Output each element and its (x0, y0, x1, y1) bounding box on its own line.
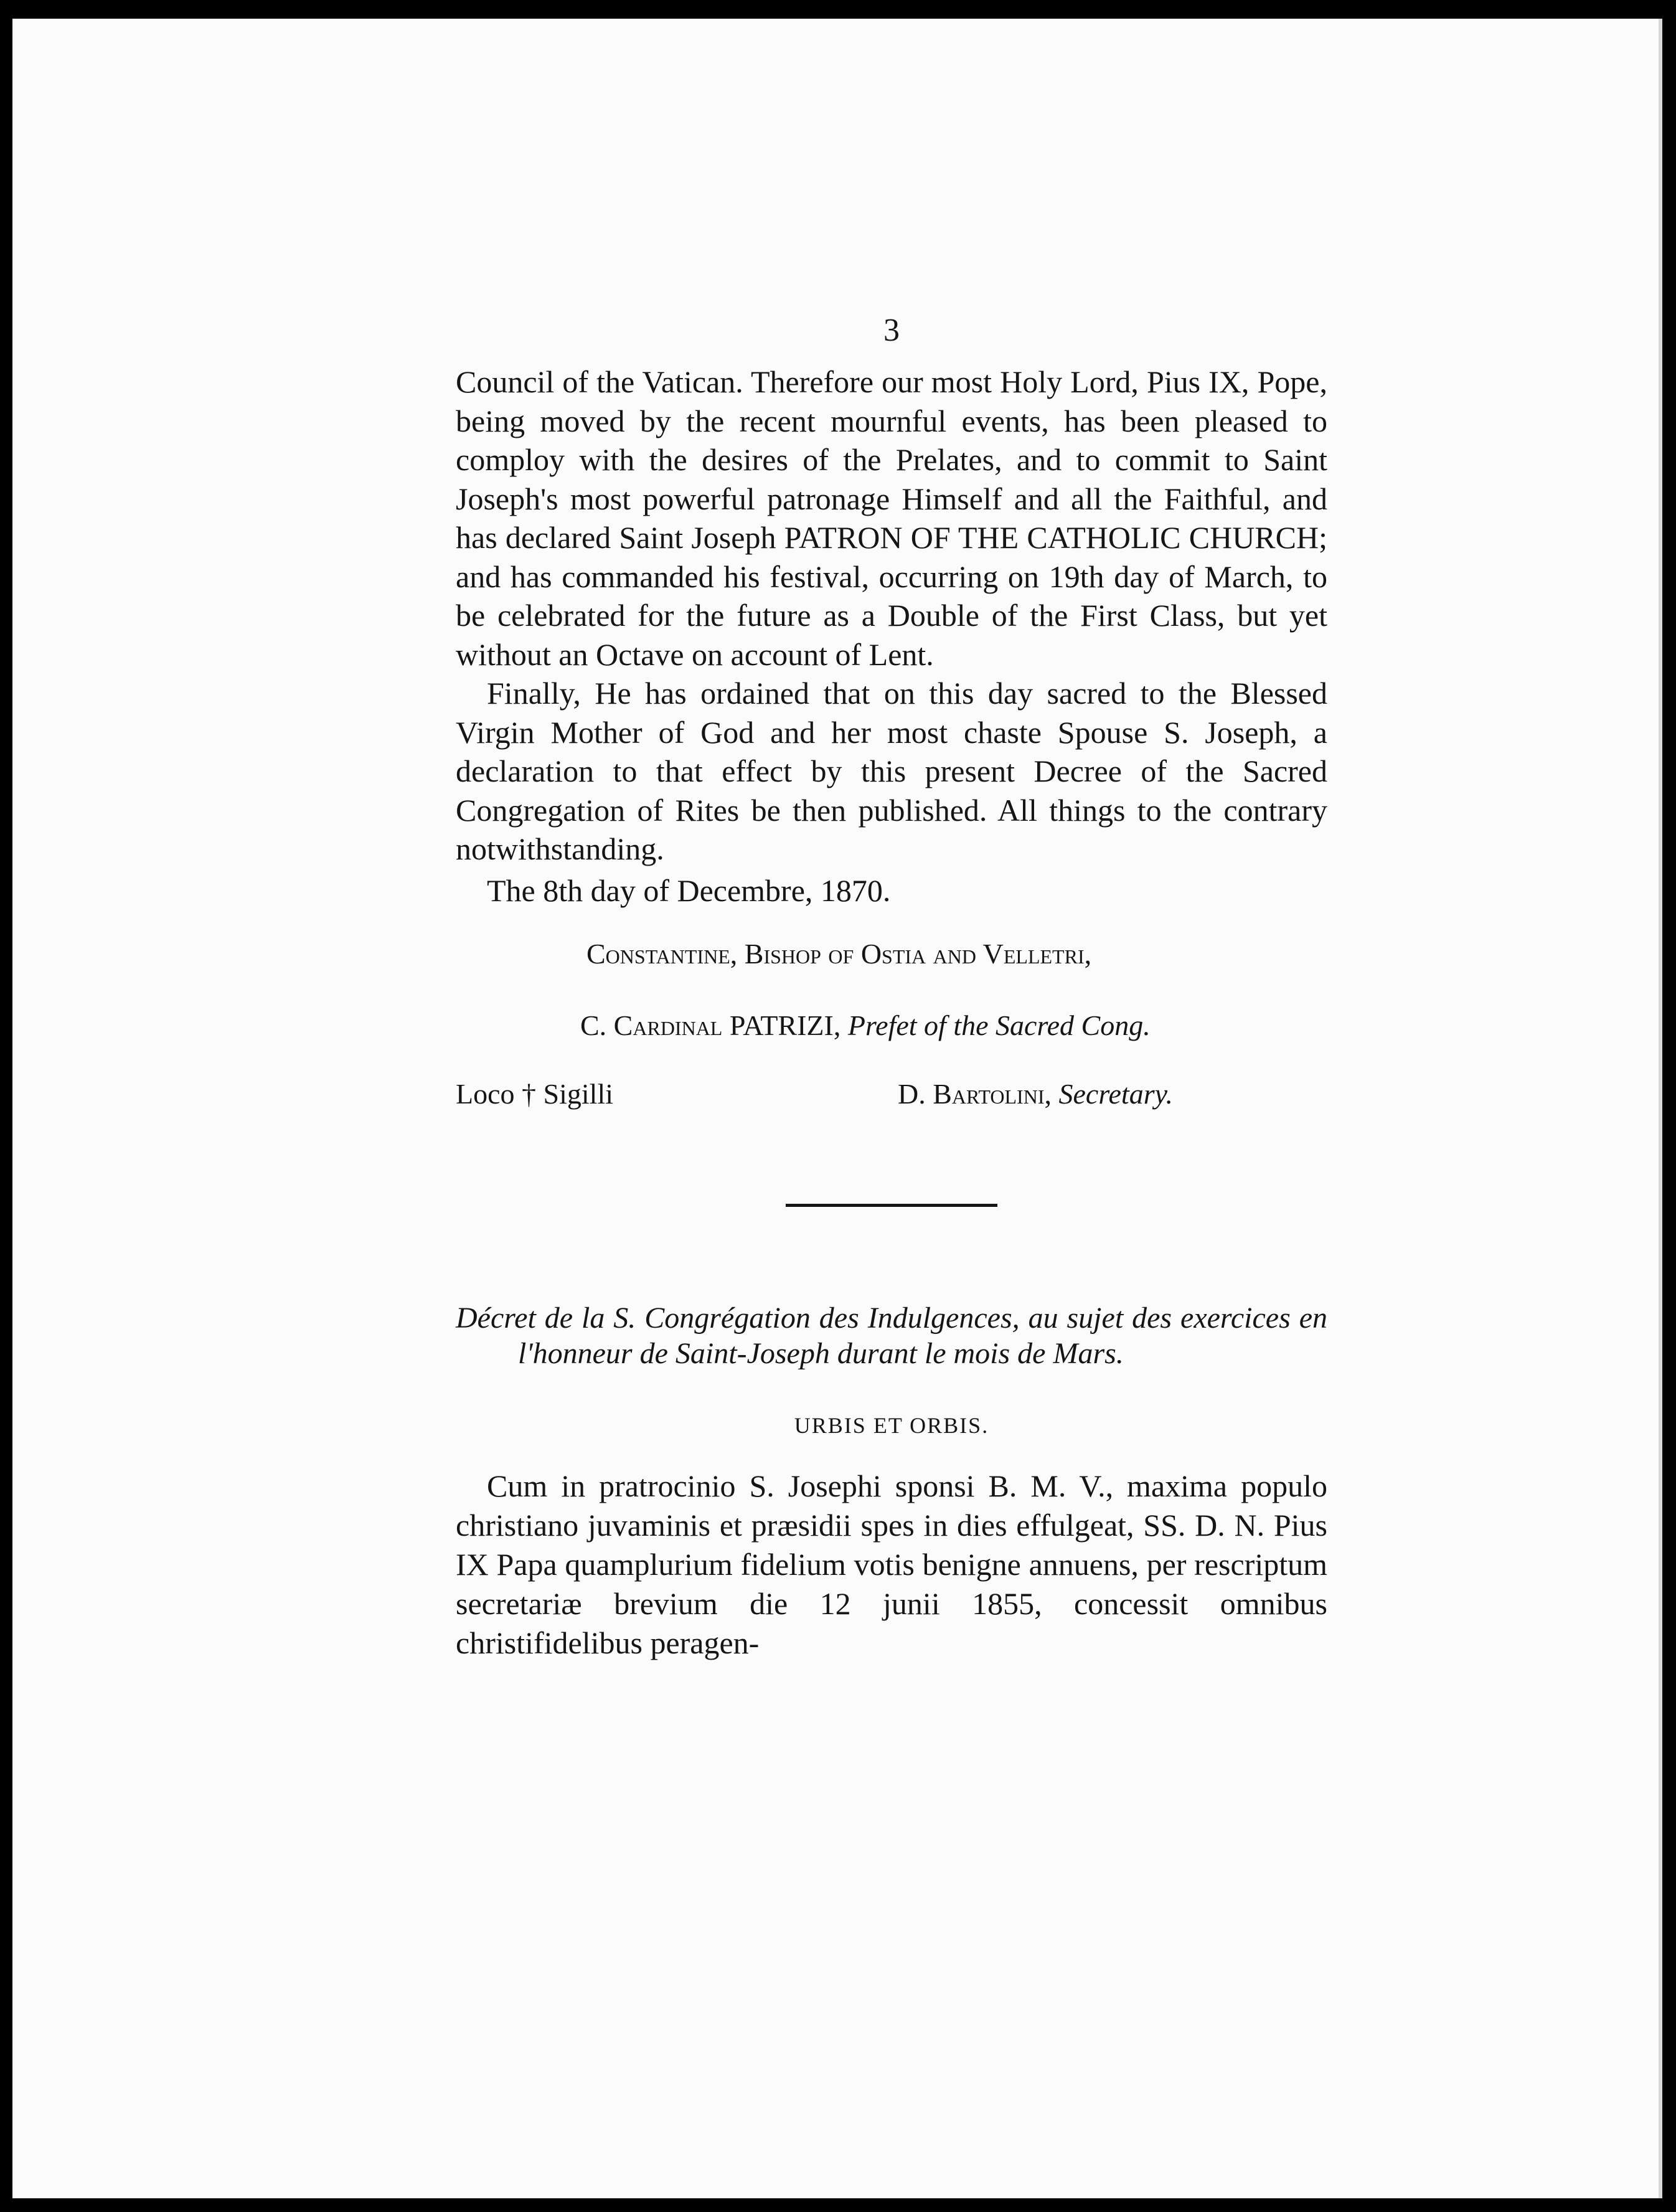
decree-heading: Décret de la S. Congrégation des Indulgences, au sujet des exercices en l'honneur de Saint-Joseph durant le mois de Mars. (456, 1302, 1327, 1370)
signature-cardinal-name: C. Cardinal PATRIZI, (580, 1009, 841, 1041)
seal-text: Loco † Sigilli (456, 1078, 613, 1110)
latin-paragraph: Cum in pratrocinio S. Josephi sponsi B. M. V., maxima populo christiano juvaminis et præsidii spes in dies effulgeat, SS. D. N. Pius IX Papa quamplurium fidelium votis benigne annuens, per rescriptum secretariæ brevium die 12 junii 1855, concessit omnibus christifidelibus peragen- (456, 1468, 1327, 1660)
signature-secretary (898, 1075, 1173, 1114)
signature-bishop: Constantine, Bishop of Ostia and Velletri, (586, 938, 1092, 970)
signature-cardinal (580, 1006, 1151, 1046)
paragraph-1: Council of the Vatican. Therefore our most Holy Lord, Pius IX, Pope, being moved by the recent mournful events, has been pleased to comploy with the desires of the Prelates, and to commit to Saint Joseph's most powerful patronage Himself and all the Faithful, and has declared Saint Joseph PATRON OF THE CATHOLIC CHURCH; and has commanded his festival, occurring on 19th day of March, to be celebrated for the future as a Double of the First Class, but yet without an Octave on account of Lent. (456, 364, 1327, 672)
page-edge (1659, 19, 1662, 2198)
page-number: 3 (883, 313, 900, 348)
urbis-et-orbis: URBIS ET ORBIS. (794, 1413, 989, 1438)
document-page (12, 19, 1662, 2198)
section-divider (786, 1204, 997, 1207)
paragraph-2: Finally, He has ordained that on this day sacred to the Blessed Virgin Mother of God and her most chaste Spouse S. Joseph, a declaration to that effect by this present Decree of the Sacred Congregation of Rites be then published. All things to the contrary notwithstanding. (456, 676, 1327, 866)
page-content (456, 311, 1327, 1663)
signature-secretary-title: Secretary. (1058, 1078, 1173, 1110)
signature-block (456, 935, 1327, 1140)
signature-cardinal-title: Prefet of the Sacred Cong. (847, 1009, 1151, 1041)
date-line: The 8th day of Decembre, 1870. (487, 872, 891, 908)
signature-secretary-name: D. Bartolini, (898, 1078, 1052, 1110)
